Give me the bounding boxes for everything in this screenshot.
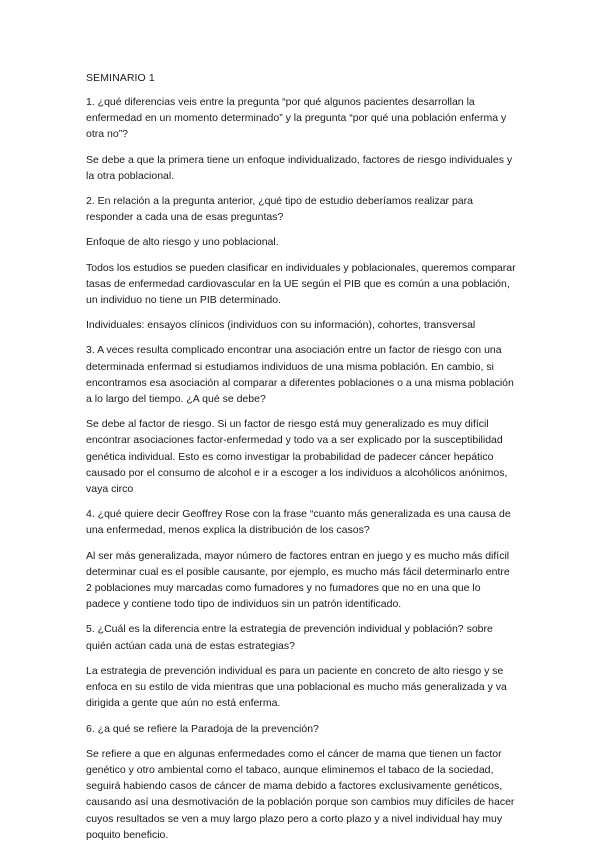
document-title: SEMINARIO 1 xyxy=(86,72,155,84)
question-1: 1. ¿qué diferencias veis entre la pregunta “por qué algunos pacientes desarrollan la enfermedad en un momento determinado” y la pregunta “por qué una población enferma y otra no”? xyxy=(86,96,507,141)
question-4: 4. ¿qué quiere decir Geoffrey Rose con la frase “cuanto más generalizada es una causa de una enfermedad, menos explica la distribución de los casos? xyxy=(86,508,511,537)
answer-2-detail: Todos los estudios se pueden clasificar en individuales y poblacionales, queremos comparar tasas de enfermedad cardiovascular en la UE según el PIB que es común a una población, un individuo no tiene un PIB determinado. xyxy=(86,261,516,307)
answer-6: Se refiere a que en algunas enfermedades como el cáncer de mama que tienen un factor genético y otro ambiental como el tabaco, aunque eliminemos el tabaco de la sociedad, seguirá habiendo casos de cáncer de mama debido a factores exclusivamente genéticos, causando así una desmotivación de la población porque son cambios muy difíciles de hacer cuyos resultados se ven a muy largo plazo pero a corto plazo y a nivel individual hay muy poquito beneficio. xyxy=(86,747,515,841)
answer-3: Se debe al factor de riesgo. Si un factor de riesgo está muy generalizado es muy difícil encontrar asociaciones factor-enfermedad y todo va a ser explicado por la susceptibilidad genética individual. Esto es como investigar la probabilidad de padecer cáncer hepático causado por el consumo de alcohol e ir a escoger a los individuos a alcohólicos anónimos, vaya circo xyxy=(86,418,508,496)
answer-5: La estrategia de prevención individual es para un paciente en concreto de alto riesgo y se enfoca en su estilo de vida mientras que una poblacional es mucho más generalizada y va dirigida a gente que aún no está enferma. xyxy=(86,664,507,710)
answer-2-individual-studies: Individuales: ensayos clínicos (individuos con su información), cohortes, transversal xyxy=(86,319,476,332)
question-3: 3. A veces resulta complicado encontrar una asociación entre un factor de riesgo con una determinada enfermad si estudiamos individuos de una misma población. En cambio, si encontramos esa asociación al comparar a diferentes poblaciones o a una misma población a lo largo del tiempo. ¿A qué se debe? xyxy=(86,344,514,406)
question-2: 2. En relación a la pregunta anterior, ¿qué tipo de estudio deberíamos realizar para responder a cada una de esas preguntas? xyxy=(86,195,473,224)
question-5: 5. ¿Cuál es la diferencia entre la estrategia de prevención individual y población? sobre quién actúan cada una de estas estrategias? xyxy=(86,623,493,652)
document-page xyxy=(86,70,516,852)
answer-1: Se debe a que la primera tiene un enfoque individualizado, factores de riesgo individuales y la otra poblacional. xyxy=(86,153,513,182)
answer-2: Enfoque de alto riesgo y uno poblacional. xyxy=(86,236,279,249)
question-6: 6. ¿a qué se refiere la Paradoja de la prevención? xyxy=(86,722,319,735)
answer-4: Al ser más generalizada, mayor número de factores entran en juego y es mucho más difícil determinar cual es el posible causante, por ejemplo, es mucho más fácil determinarlo entre 2 poblaciones muy marcadas como fumadores y no fumadores que no en una que lo padece y contiene todo tipo de individuos sin un patrón identificado. xyxy=(86,549,510,611)
